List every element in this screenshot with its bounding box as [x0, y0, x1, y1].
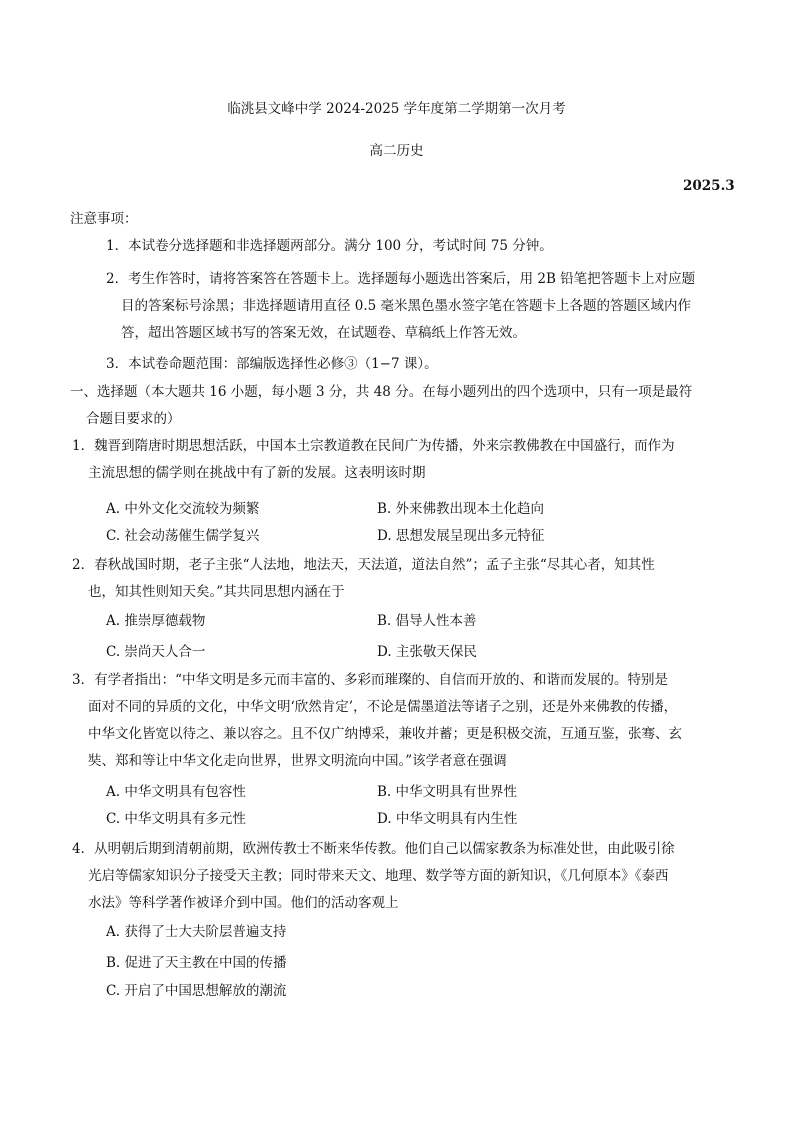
question-3-stem-cont-3: 奘、郑和等让中华文化走向世界，世界文明流向中国。”该学者意在强调	[88, 753, 507, 769]
question-2-stem: 2．春秋战国时期，老子主张“人法地，地法天，天法道，道法自然”；孟子主张“尽其心者，知其性	[72, 557, 655, 573]
notice-item-2: 2．考生作答时，请将答案答在答题卡上。选择题每小题选出答案后，用 2B 铅笔把答题卡上对应题	[106, 271, 696, 287]
question-3-stem: 3．有学者指出：“中华文明是多元而丰富的、多彩而璀璨的、自信而开放的、和谐而发展的。特别是	[72, 672, 668, 688]
question-3-option-a: A. 中华文明具有包容性	[106, 784, 246, 800]
notice-item-2-cont: 目的答案标号涂黑；非选择题请用直径 0.5 毫米黑色墨水签字笔在答题卡上各题的答题区域内作	[121, 298, 692, 314]
question-1-option-b: B. 外来佛教出现本土化趋向	[377, 501, 545, 517]
question-3-stem-cont-1: 面对不同的异质的文化，中华文明‘欣然肯定’，不论是儒墨道法等诸子之别，还是外来佛教的传播，	[88, 699, 678, 715]
question-3-option-b: B. 中华文明具有世界性	[377, 784, 518, 800]
exam-subtitle: 高二历史	[369, 143, 424, 159]
section-heading: 一、选择题（本大题共 16 小题，每小题 3 分，共 48 分。在每小题列出的四个选项中，只有一项是最符	[70, 384, 693, 400]
question-2-option-d: D. 主张敬天保民	[377, 644, 477, 660]
question-3-stem-cont-2: 中华文化皆宽以待之、兼以容之。且不仅广纳博采，兼收并蓄；更是积极交流，互通互鉴，张骞、玄	[88, 726, 682, 742]
section-heading-cont: 合题目要求的）	[86, 411, 181, 427]
notice-item-3: 3．本试卷命题范围：部编版选择性必修③（1−7 课）。	[106, 356, 438, 372]
question-4-option-a: A. 获得了士大夫阶层普遍支持	[106, 924, 287, 940]
question-2-stem-cont: 也，知其性则知天矣。”其共同思想内涵在于	[88, 584, 345, 600]
question-4-option-c: C. 开启了中国思想解放的潮流	[106, 983, 287, 999]
question-2-option-a: A. 推崇厚德载物	[106, 613, 206, 629]
question-1-option-c: C. 社会动荡催生儒学复兴	[106, 528, 260, 544]
question-4-stem-cont-2: 水法》等科学著作被译介到中国。他们的活动客观上	[88, 895, 399, 911]
question-3-option-d: D. 中华文明具有内生性	[377, 811, 518, 827]
question-2-option-c: C. 崇尚天人合一	[106, 644, 206, 660]
notice-item-1: 1．本试卷分选择题和非选择题两部分。满分 100 分，考试时间 75 分钟。	[106, 238, 553, 254]
exam-date: 2025.3	[683, 178, 735, 194]
question-4-stem-cont-1: 光启等儒家知识分子接受天主教；同时带来天文、地理、数学等方面的新知识，《几何原本》《泰西	[88, 868, 669, 884]
question-1-stem: 1．魏晋到隋唐时期思想活跃，中国本土宗教道教在民间广为传播，外来宗教佛教在中国盛行，而作为	[72, 438, 675, 454]
exam-title: 临洮县文峰中学 2024-2025 学年度第二学期第一次月考	[227, 101, 566, 117]
notice-heading: 注意事项：	[70, 211, 138, 227]
question-2-option-b: B. 倡导人性本善	[377, 613, 477, 629]
question-4-stem: 4．从明朝后期到清朝前期，欧洲传教士不断来华传教。他们自己以儒家教条为标准处世，由此吸引徐	[72, 841, 675, 857]
question-1-option-d: D. 思想发展呈现出多元特征	[377, 528, 545, 544]
question-4-option-b: B. 促进了天主教在中国的传播	[106, 955, 287, 971]
question-1-stem-cont: 主流思想的儒学则在挑战中有了新的发展。这表明该时期	[88, 465, 426, 481]
question-3-option-c: C. 中华文明具有多元性	[106, 811, 246, 827]
question-1-option-a: A. 中外文化交流较为频繁	[106, 501, 260, 517]
notice-item-2-cont2: 答，超出答题区域书写的答案无效，在试题卷、草稿纸上作答无效。	[121, 325, 526, 341]
